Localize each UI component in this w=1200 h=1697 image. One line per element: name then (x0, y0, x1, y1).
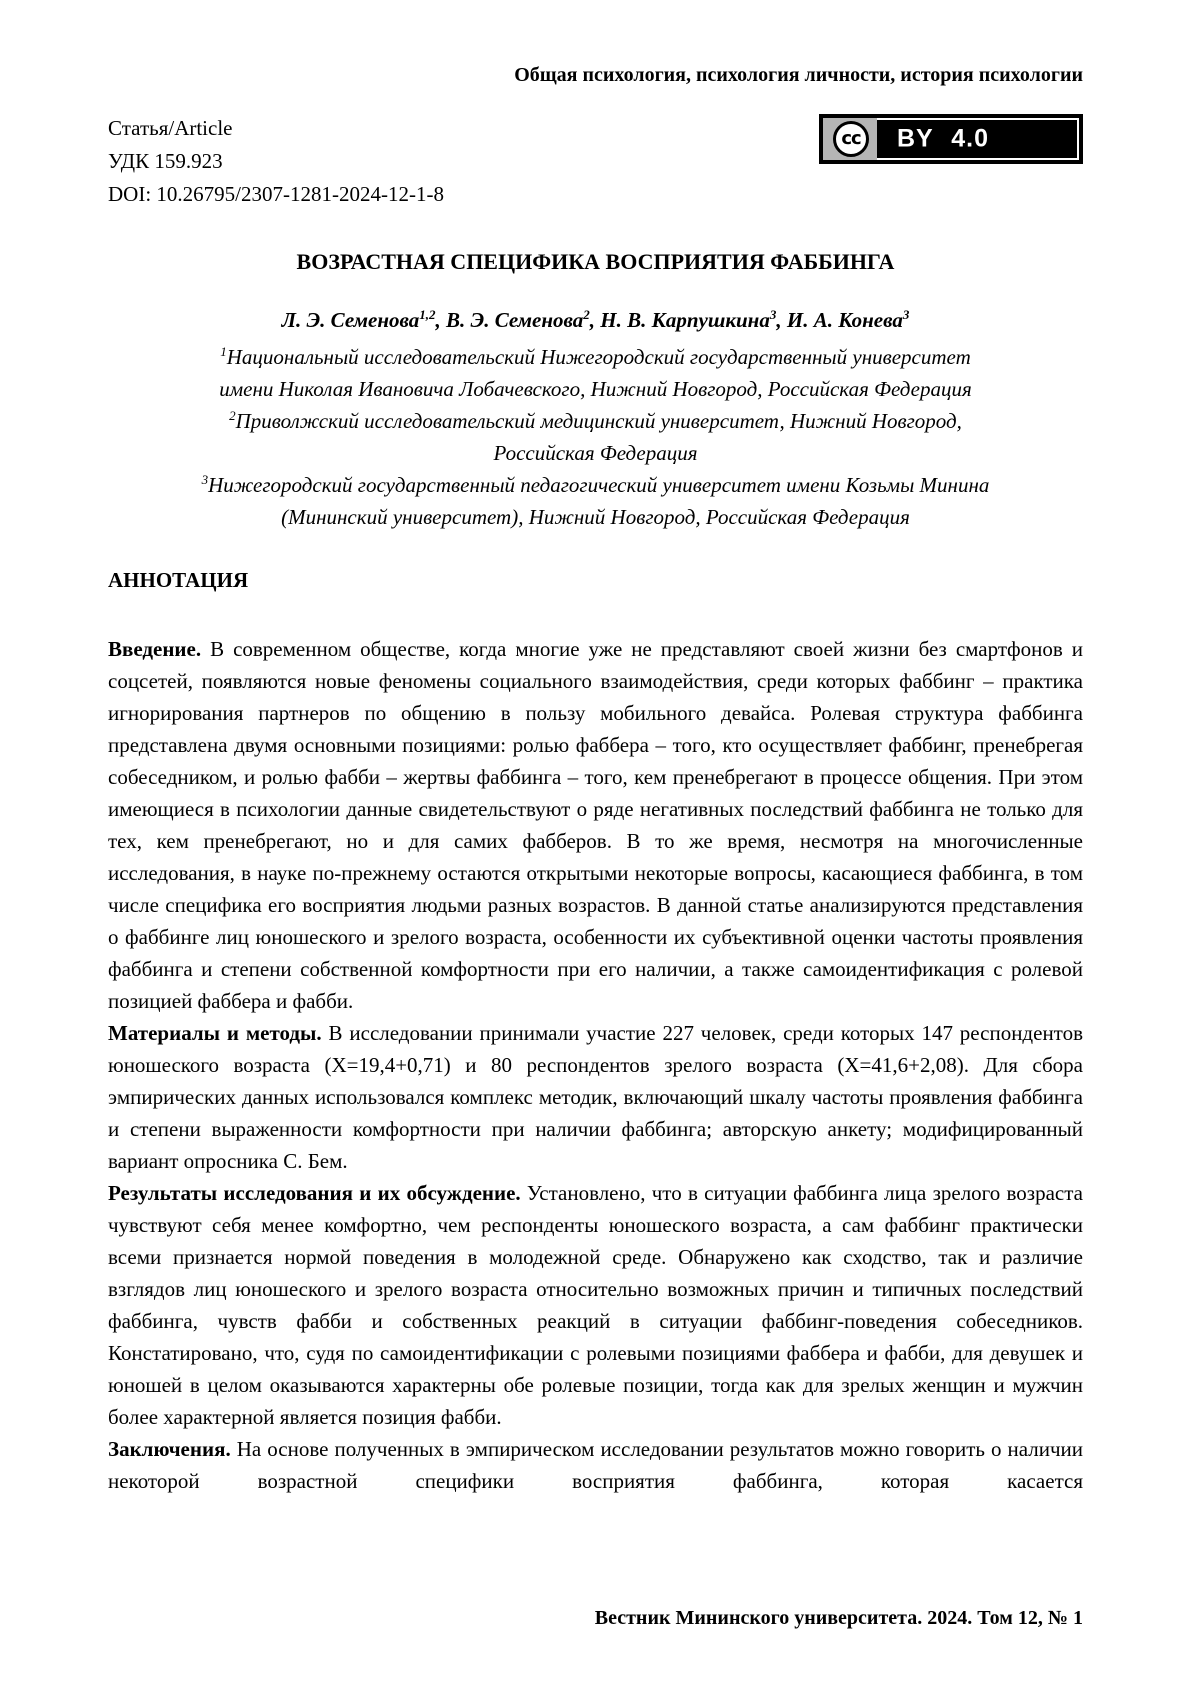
abstract-section-4: Заключения. На основе полученных в эмпирическом исследовании результатов можно говорить о наличии некоторой возрастной специфики восприятия фаббинга, которая касается (108, 1437, 1083, 1493)
doi: DOI: 10.26795/2307-1281-2024-12-1-8 (108, 182, 444, 206)
abstract-heading: АННОТАЦИЯ (108, 568, 249, 592)
author-affiliation-marker: 3 (769, 307, 777, 322)
article-type: Статья/Article (108, 116, 233, 140)
affiliation-line: $^2$Приволжский исследовательский медицинский университет, Нижний Новгород, (229, 408, 962, 433)
article-title: ВОЗРАСТНАЯ СПЕЦИФИКА ВОСПРИЯТИЯ ФАББИНГА (296, 249, 895, 274)
affiliation-line: Российская Федерация (493, 441, 698, 465)
affiliation-marker: 3 (201, 472, 209, 487)
abstract-body (108, 633, 1083, 1497)
article-meta (108, 112, 444, 211)
author-name: Л. Э. Семенова$^{1,2}$ (281, 307, 436, 332)
abstract-section-label: Результаты исследования и их обсуждение. (108, 1181, 521, 1205)
authors-line: Л. Э. Семенова$^{1,2}$, В. Э. Семенова$^2$, Н. В. Карпушкина$^3$, И. А. Конева$^3$ (281, 307, 910, 332)
abstract-section-3: Результаты исследования и их обсуждение. Установлено, что в ситуации фаббинга лица зрелого возраста чувствуют себя менее комфортно, чем респонденты юношеского возраста, а сам фаббинг практически всеми признается нормой поведения в молодежной среде. Обнаружено как сходство, так и различие взглядов лиц юношеского и зрелого возраста относительно возможных причин и типичных последствий фаббинга, чувств фабби и собственных реакций в ситуации фаббинг-поведения собеседников. Констатировано, что, судя по самоидентификации с ролевыми позициями фаббера и фабби, для девушек и юношей в целом оказываются характерны обе ролевые позиции, тогда как для зрелых женщин и мужчин более характерной является позиция фабби. (108, 1181, 1083, 1429)
affiliation-line: имени Николая Ивановича Лобачевского, Нижний Новгород, Российская Федерация (219, 377, 972, 401)
affiliations (108, 341, 1083, 533)
abstract-section-1: Введение. В современном обществе, когда многие уже не представляют своей жизни без смартфонов и соцсетей, появляются новые феномены социального взаимодействия, среди которых фаббинг – практика игнорирования партнеров по общению в пользу мобильного девайса. Ролевая структура фаббинга представлена двумя основными позициями: ролью фаббера – того, кто осуществляет фаббинг, пренебрегая собеседником, и ролью фабби – жертвы фаббинга – того, кем пренебрегают в процессе общения. При этом имеющиеся в психологии данные свидетельствуют о ряде негативных последствий фаббинга не только для тех, кем пренебрегают, но и для самих фабберов. В то же время, несмотря на многочисленные исследования, в науке по-прежнему остаются открытыми некоторые вопросы, касающиеся фаббинга, в том числе специфика его восприятия людьми разных возрастов. В данной статье анализируются представления о фаббинге лиц юношеского и зрелого возраста, особенности их субъективной оценки частоты проявления фаббинга и степени собственной комфортности при его наличии, а также самоидентификация с ролевой позицией фаббера и фабби. (108, 637, 1083, 1013)
abstract-section-label: Заключения. (108, 1437, 231, 1461)
affiliation-marker: 2 (229, 408, 236, 423)
affiliation-line: (Мининский университет), Нижний Новгород, Российская Федерация (281, 505, 910, 529)
cc-logo-letters: cc (841, 128, 861, 149)
affiliation-line: $^1$Национальный исследовательский Нижегородский государственный университет (220, 344, 971, 369)
abstract-section-label: Введение. (108, 637, 202, 661)
author-affiliation-marker: 1,2 (419, 307, 436, 322)
abstract-section-label: Материалы и методы. (108, 1021, 322, 1045)
journal-footer: Вестник Мининского университета. 2024. Том 12, № 1 (594, 1607, 1083, 1629)
author-name: И. А. Конева$^3$ (786, 307, 910, 332)
journal-rubric: Общая психология, психология личности, история психологии (514, 64, 1083, 86)
author-affiliation-marker: 3 (902, 307, 910, 322)
author-affiliation-marker: 2 (583, 307, 590, 322)
meta-row (108, 112, 1083, 211)
cc-logo-icon (833, 121, 869, 157)
author-name: Н. В. Карпушкина$^3$ (600, 307, 777, 332)
cc-by-license-badge[interactable] (819, 114, 1083, 164)
udc-code: УДК 159.923 (108, 149, 223, 173)
license-label: BY 4.0 (897, 124, 989, 153)
author-name: В. Э. Семенова$^2$ (446, 307, 590, 332)
affiliation-line: $^3$Нижегородский государственный педагогический университет имени Козьмы Минина (201, 472, 990, 497)
abstract-section-2: Материалы и методы. В исследовании принимали участие 227 человек, среди которых 147 респондентов юношеского возраста (Х=19,4+0,71) и 80 респондентов зрелого возраста (Х=41,6+2,08). Для сбора эмпирических данных использовался комплекс методик, включающий шкалу частоты проявления фаббинга и степени выраженности комфортности при наличии фаббинга; авторскую анкету; модифицированный вариант опросника С. Бем. (108, 1021, 1083, 1173)
affiliation-marker: 1 (220, 344, 227, 359)
